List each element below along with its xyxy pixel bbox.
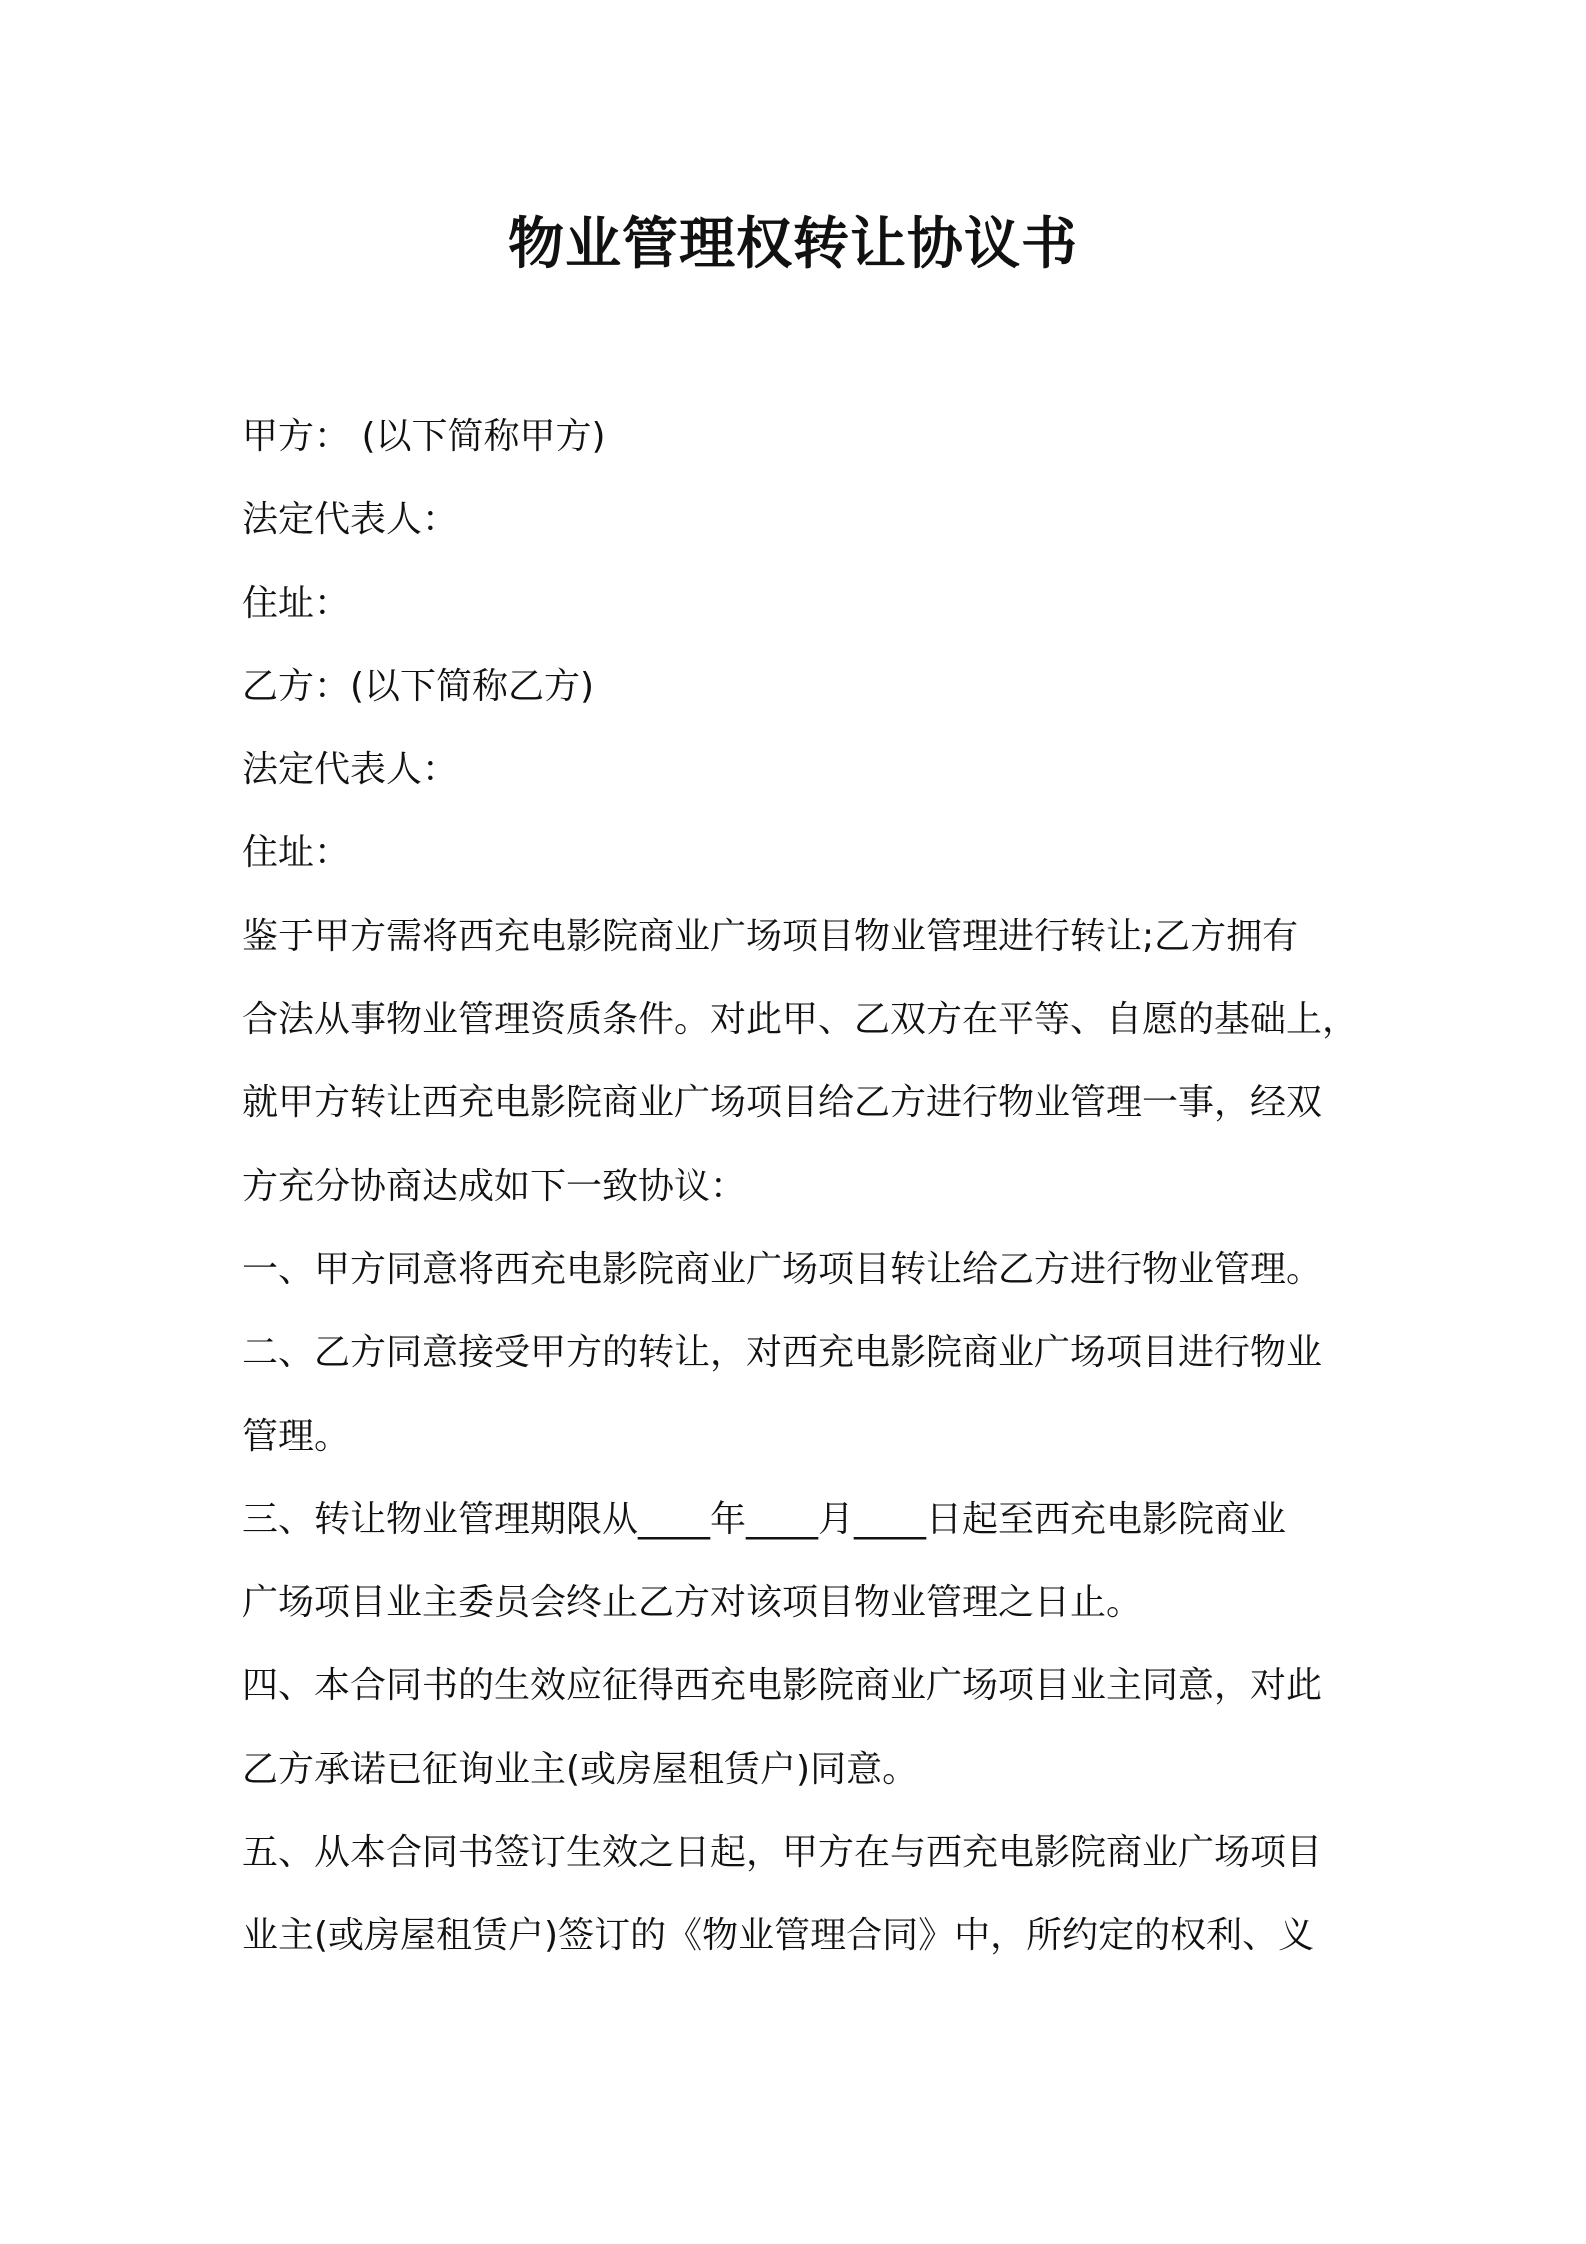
clause-3-line-1: 三、转让物业管理期限从____年____月____日起至西充电影院商业 bbox=[242, 1498, 1287, 1540]
preamble-line-4: 方充分协商达成如下一致协议： bbox=[242, 1165, 747, 1207]
clause-5-line-2: 业主(或房屋租赁户)签订的《物业管理合同》中，所约定的权利、义 bbox=[242, 1915, 1315, 1957]
party-b-line: 乙方：(以下简称乙方) bbox=[242, 665, 595, 707]
clause-1-line-1: 一、甲方同意将西充电影院商业广场项目转让给乙方进行物业管理。 bbox=[242, 1248, 1323, 1290]
preamble-line-1: 鉴于甲方需将西充电影院商业广场项目物业管理进行转让;乙方拥有 bbox=[242, 915, 1299, 957]
clause-2-line-2: 管理。 bbox=[242, 1415, 351, 1457]
clause-4-line-2: 乙方承诺已征询业主(或房屋租赁户)同意。 bbox=[242, 1748, 919, 1790]
preamble-line-3: 就甲方转让西充电影院商业广场项目给乙方进行物业管理一事，经双 bbox=[242, 1082, 1323, 1124]
clause-2-line-1: 二、乙方同意接受甲方的转让，对西充电影院商业广场项目进行物业 bbox=[242, 1332, 1323, 1374]
party-a-address-line: 住址： bbox=[242, 582, 351, 624]
clause-4-line-1: 四、本合同书的生效应征得西充电影院商业广场项目业主同意，对此 bbox=[242, 1665, 1323, 1707]
preamble-line-2: 合法从事物业管理资质条件。对此甲、乙双方在平等、自愿的基础上， bbox=[242, 999, 1359, 1041]
clause-5-line-1: 五、从本合同书签订生效之日起，甲方在与西充电影院商业广场项目 bbox=[242, 1832, 1323, 1874]
document-body bbox=[242, 395, 1357, 1978]
party-a-legal-rep-line: 法定代表人： bbox=[242, 499, 459, 541]
clause-3-line-2: 广场项目业主委员会终止乙方对该项目物业管理之日止。 bbox=[242, 1582, 1143, 1624]
party-b-legal-rep-line: 法定代表人： bbox=[242, 749, 459, 791]
document-title: 物业管理权转让协议书 bbox=[508, 212, 1078, 277]
party-a-line: 甲方： (以下简称甲方) bbox=[242, 416, 606, 457]
party-b-address-line: 住址： bbox=[242, 832, 351, 874]
